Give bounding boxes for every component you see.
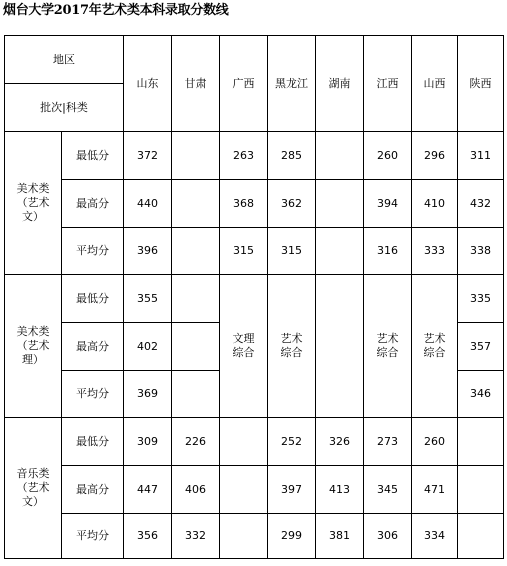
table-cell: 334 (412, 514, 458, 559)
table-cell: 296 (412, 132, 458, 180)
table-cell (172, 180, 220, 228)
table-cell: 402 (124, 323, 172, 371)
table-row (5, 418, 504, 466)
table-cell: 410 (412, 180, 458, 228)
table-cell: 355 (124, 275, 172, 323)
province-header-gansu: 甘肃 (172, 36, 220, 132)
province-header-jiangxi: 江西 (364, 36, 412, 132)
province-header-guangxi: 广西 (220, 36, 268, 132)
row-label-avg: 平均分 (62, 371, 124, 418)
table-cell: 335 (458, 275, 504, 323)
table-cell: 396 (124, 228, 172, 275)
table-cell: 356 (124, 514, 172, 559)
table-cell: 260 (412, 418, 458, 466)
page-title: 烟台大学2017年艺术类本科录取分数线 (3, 3, 229, 18)
table-cell (458, 418, 504, 466)
table-cell (316, 132, 364, 180)
table-cell: 252 (268, 418, 316, 466)
table-cell: 311 (458, 132, 504, 180)
category-line: 文） (22, 210, 44, 223)
table-cell: 315 (268, 228, 316, 275)
table-cell: 285 (268, 132, 316, 180)
table-cell: 413 (316, 466, 364, 514)
table-cell (458, 466, 504, 514)
category-line: 音乐类 (16, 467, 50, 480)
table-cell: 346 (458, 371, 504, 418)
table-cell: 333 (412, 228, 458, 275)
table-row (5, 180, 504, 228)
row-label-max: 最高分 (62, 466, 124, 514)
table-cell (220, 418, 268, 466)
table-cell: 263 (220, 132, 268, 180)
table-cell: 357 (458, 323, 504, 371)
table-cell (172, 228, 220, 275)
table-cell (172, 371, 220, 418)
category-line: 美术类 (16, 325, 50, 338)
table-cell: 332 (172, 514, 220, 559)
merged-cell-hunan (316, 275, 364, 418)
table-cell: 338 (458, 228, 504, 275)
row-label-max: 最高分 (62, 180, 124, 228)
table-row (5, 514, 504, 559)
category-line: （艺术 (16, 196, 50, 209)
category-cell-art-science (5, 275, 62, 418)
table-cell: 345 (364, 466, 412, 514)
table-cell: 299 (268, 514, 316, 559)
table-cell (316, 180, 364, 228)
row-label-min: 最低分 (62, 275, 124, 323)
category-cell-art-liberal (5, 132, 62, 275)
province-header-shandong: 山东 (124, 36, 172, 132)
row-label-max: 最高分 (62, 323, 124, 371)
province-header-shaanxi: 陕西 (458, 36, 504, 132)
table-cell: 316 (364, 228, 412, 275)
table-cell: 406 (172, 466, 220, 514)
merged-cell-jiangxi: 艺术 综合 (364, 275, 412, 418)
category-cell-music-liberal (5, 418, 62, 559)
batch-header-cell: 批次|科类 (5, 84, 124, 132)
row-label-min: 最低分 (62, 132, 124, 180)
table-cell: 362 (268, 180, 316, 228)
category-line: （艺术 (16, 481, 50, 494)
province-header-heilongjiang: 黑龙江 (268, 36, 316, 132)
province-header-hunan: 湖南 (316, 36, 364, 132)
table-cell: 260 (364, 132, 412, 180)
table-cell: 447 (124, 466, 172, 514)
table-cell: 309 (124, 418, 172, 466)
row-label-min: 最低分 (62, 418, 124, 466)
header-row-region (5, 36, 504, 84)
table-row (5, 132, 504, 180)
table-cell: 306 (364, 514, 412, 559)
category-line: 文） (22, 495, 44, 508)
admission-score-table (4, 35, 504, 559)
category-line: 理） (22, 353, 44, 366)
table-cell (220, 466, 268, 514)
merged-cell-guangxi: 文理 综合 (220, 275, 268, 418)
table-cell: 440 (124, 180, 172, 228)
table-cell: 372 (124, 132, 172, 180)
table-cell: 471 (412, 466, 458, 514)
region-header-cell: 地区 (5, 36, 124, 84)
table-cell: 369 (124, 371, 172, 418)
table-cell (172, 275, 220, 323)
merged-cell-heilongjiang: 艺术 综合 (268, 275, 316, 418)
table-row (5, 466, 504, 514)
table-cell (172, 132, 220, 180)
table-cell: 326 (316, 418, 364, 466)
table-cell (458, 514, 504, 559)
table-row (5, 228, 504, 275)
table-cell (220, 514, 268, 559)
table-cell: 273 (364, 418, 412, 466)
row-label-avg: 平均分 (62, 514, 124, 559)
table-cell: 432 (458, 180, 504, 228)
table-cell: 226 (172, 418, 220, 466)
category-line: 美术类 (16, 182, 50, 195)
table-cell: 397 (268, 466, 316, 514)
province-header-shanxi: 山西 (412, 36, 458, 132)
table-cell: 368 (220, 180, 268, 228)
table-row (5, 275, 504, 323)
table-cell: 315 (220, 228, 268, 275)
merged-cell-shanxi: 艺术 综合 (412, 275, 458, 418)
row-label-avg: 平均分 (62, 228, 124, 275)
table-cell (316, 228, 364, 275)
category-line: （艺术 (16, 339, 50, 352)
table-cell (172, 323, 220, 371)
table-cell: 394 (364, 180, 412, 228)
table-cell: 381 (316, 514, 364, 559)
